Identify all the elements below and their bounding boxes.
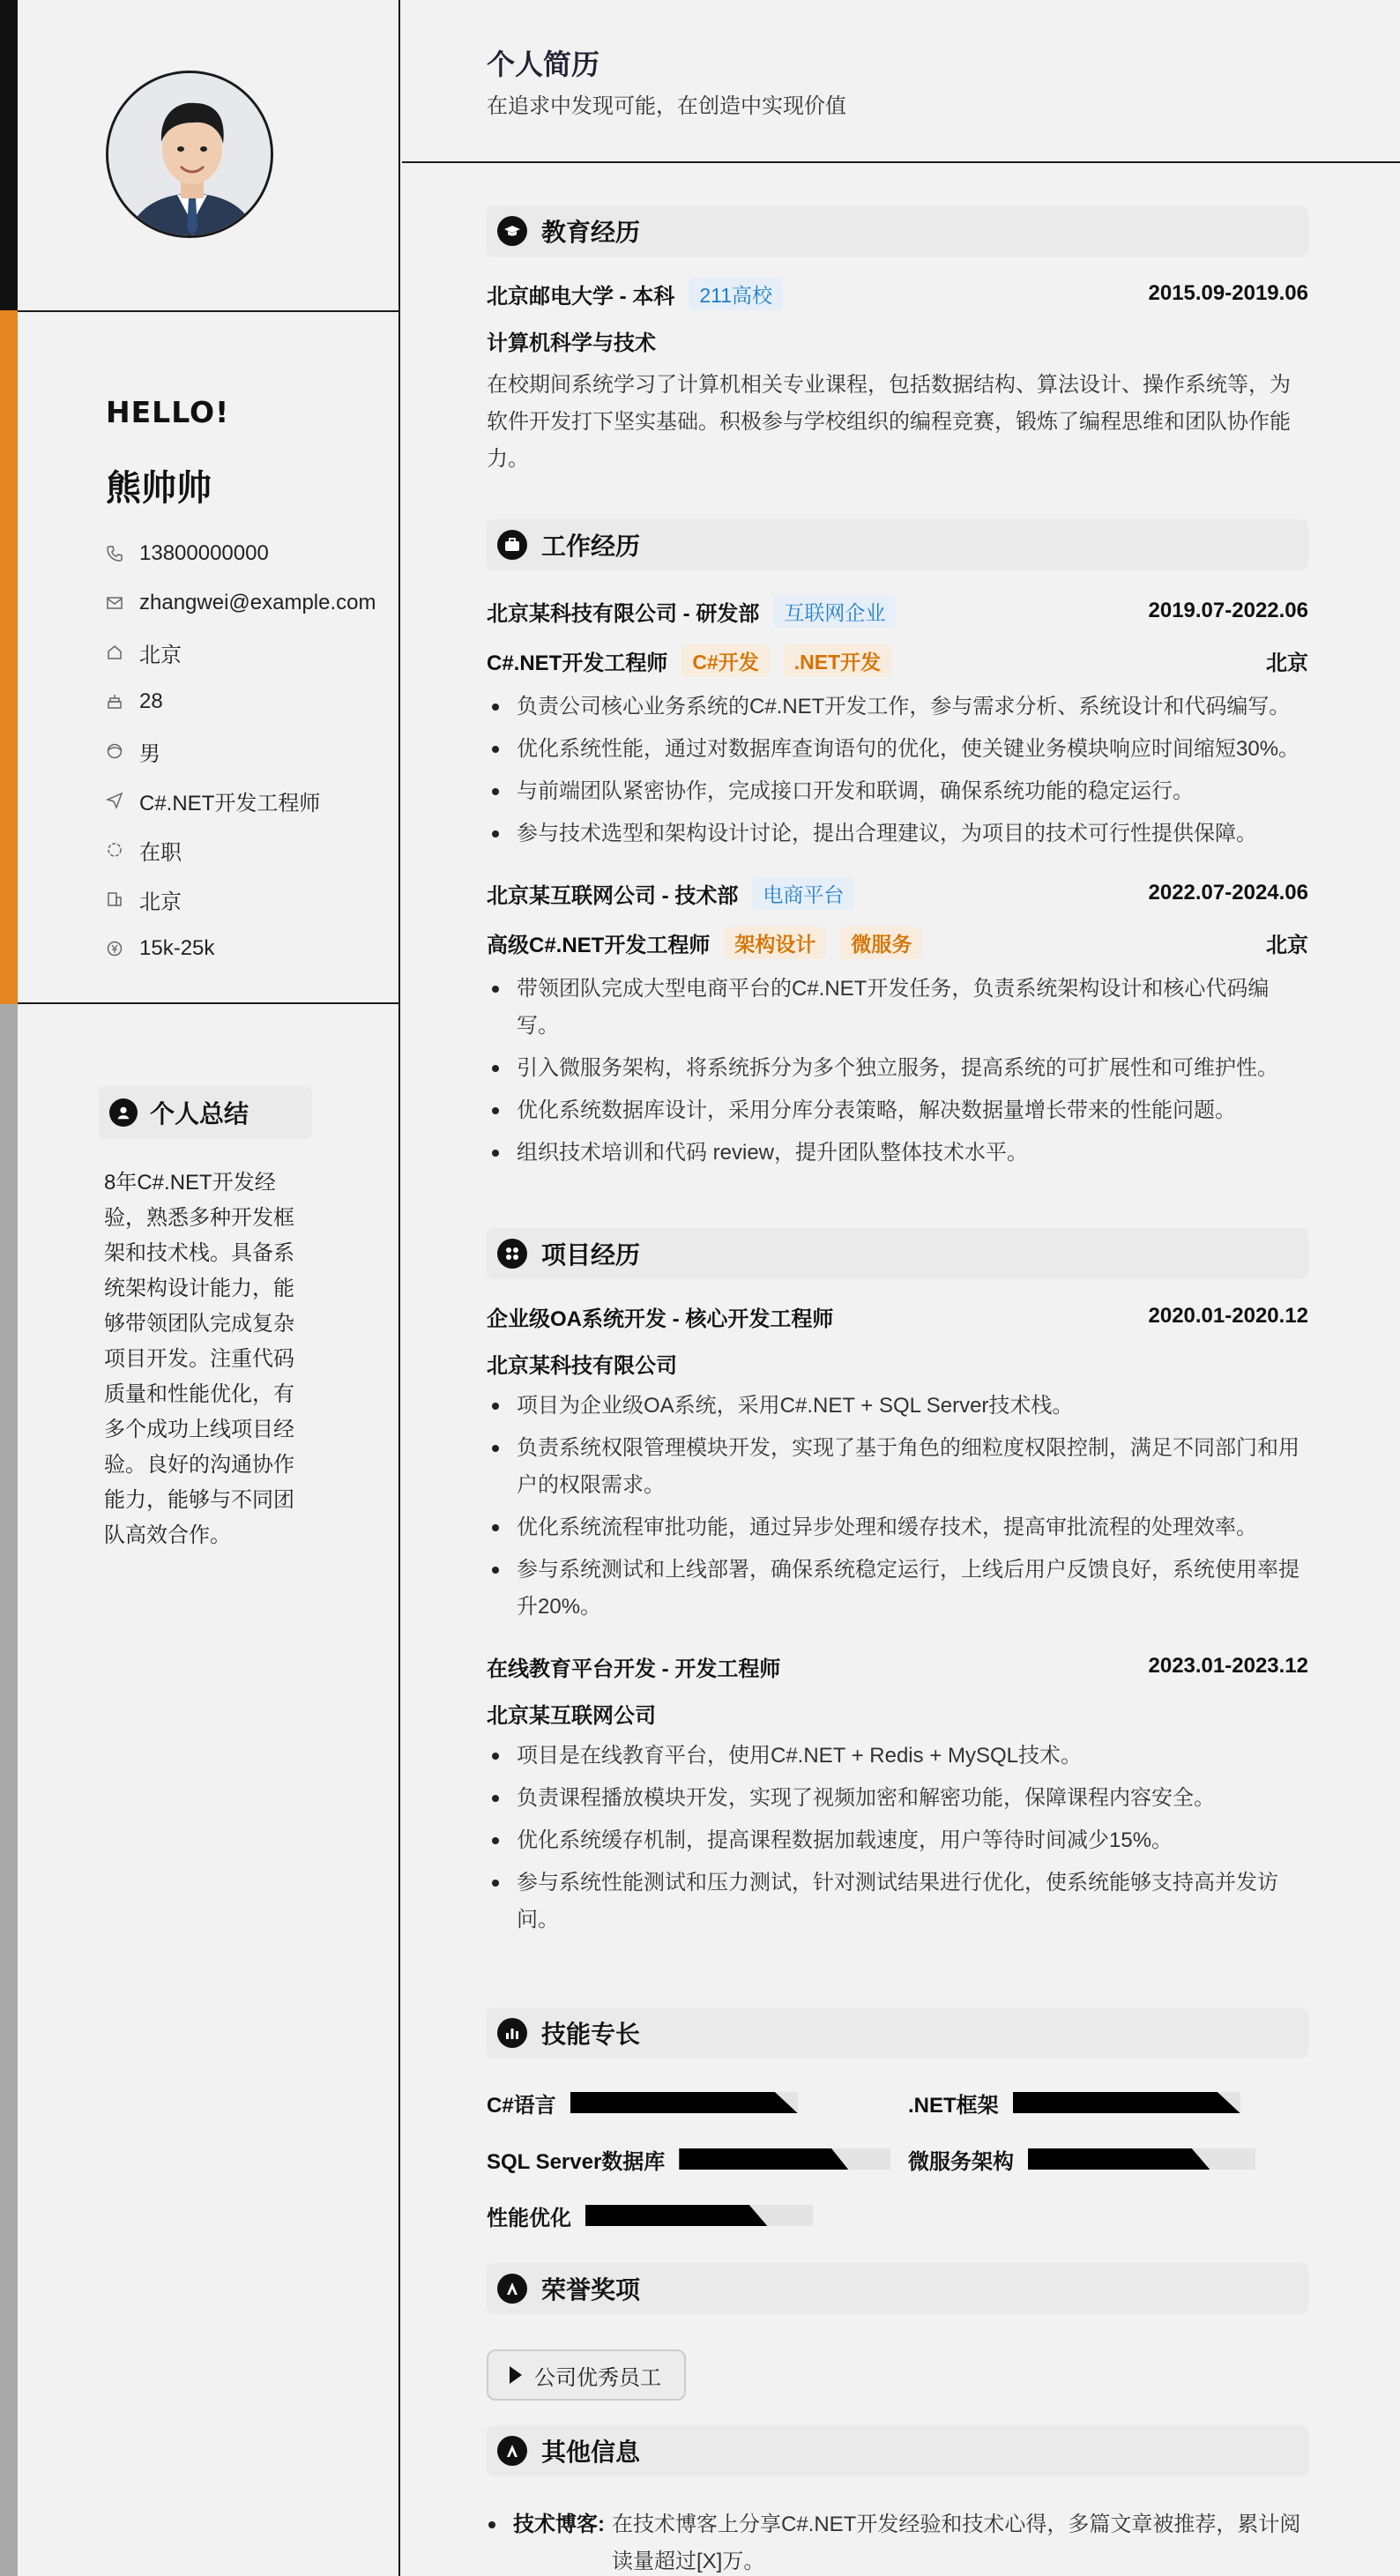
job-role: C#.NET开发工程师 — [487, 651, 668, 675]
job-bullets — [487, 971, 1308, 1172]
education-desc: 在校期间系统学习了计算机相关专业课程，包括数据结构、算法设计、操作系统等，为软件开发打下坚实基础。积极参与学校组织的编程竞赛，锻炼了编程思维和团队协作能力。 — [487, 373, 1291, 471]
project-date: 2020.01-2020.12 — [1148, 1304, 1308, 1328]
info-status — [106, 825, 376, 875]
info-gender — [106, 726, 376, 776]
job-header — [487, 875, 1308, 911]
home-icon — [106, 644, 123, 661]
info-salary — [106, 924, 376, 973]
project-company: 北京某科技有限公司 — [487, 1354, 677, 1378]
project-header — [487, 1299, 1308, 1334]
project-date: 2023.01-2023.12 — [1148, 1654, 1308, 1678]
award-text: 公司优秀员工 — [534, 2365, 661, 2390]
status-icon — [106, 841, 123, 859]
sidebar-strip-gray — [0, 1004, 18, 2576]
list-item: 参与技术选型和架构设计讨论，提出合理建议，为项目的技术可行性提供保障。 — [487, 815, 1308, 852]
project-bullets — [487, 1388, 1308, 1626]
info-text: zhangwei@example.com — [139, 591, 376, 614]
job-role: 高级C#.NET开发工程师 — [487, 933, 711, 957]
divider — [18, 310, 398, 312]
award-icon — [497, 2274, 527, 2304]
summary-header — [99, 1086, 312, 1139]
info-city — [106, 628, 376, 677]
skill-item — [487, 2141, 890, 2177]
skill-bar — [570, 2092, 798, 2113]
list-item: 负责课程播放模块开发，实现了视频加密和解密功能，保障课程内容安全。 — [487, 1780, 1308, 1817]
skill-bar — [1013, 2092, 1240, 2113]
list-item: 优化系统缓存机制，提高课程数据加载速度，用户等待时间减少15%。 — [487, 1822, 1308, 1859]
education-section — [487, 205, 1398, 478]
education-row — [487, 276, 1308, 311]
list-item: 负责公司核心业务系统的C#.NET开发工作，参与需求分析、系统设计和代码编写。 — [487, 689, 1308, 726]
skill-item — [487, 2085, 798, 2120]
user-icon — [109, 1098, 138, 1127]
skill-bar — [1028, 2148, 1255, 2170]
award-chip — [487, 2349, 686, 2401]
grid-icon — [497, 1239, 527, 1269]
section-title: 荣誉奖项 — [541, 2276, 641, 2304]
job-date: 2019.07-2022.06 — [1148, 599, 1308, 622]
section-header — [487, 205, 1308, 257]
section-header — [487, 2425, 1308, 2476]
project-bullets — [487, 1738, 1308, 1939]
info-email — [106, 578, 376, 628]
summary-title: 个人总结 — [150, 1100, 249, 1128]
project-name: 在线教育平台开发 - 开发工程师 — [487, 1657, 781, 1681]
job-city: 北京 — [1266, 933, 1308, 957]
list-item: 负责系统权限管理模块开发，实现了基于角色的细粒度权限控制，满足不同部门和用户的权限需求。 — [487, 1430, 1308, 1504]
job-role-row — [487, 925, 1308, 960]
info-text: 在职 — [139, 840, 182, 865]
skills-section — [487, 2007, 1398, 2237]
skill-bar-fill — [585, 2205, 767, 2226]
sidebar — [0, 0, 400, 2576]
section-title: 技能专长 — [541, 2021, 641, 2048]
skill-tag: .NET开发 — [784, 644, 891, 677]
project-name: 企业级OA系统开发 - 核心开发工程师 — [487, 1307, 834, 1331]
other-value: 在技术博客上分享C#.NET开发经验和技术心得，多篇文章被推荐，累计阅读量超过[X]万。 — [612, 2513, 1301, 2573]
skill-label: 微服务架构 — [908, 2149, 1014, 2174]
summary-text: 8年C#.NET开发经验，熟悉多种开发框架和技术栈。具备系统架构设计能力，能够带领团队完成复杂项目开发。注重代码质量和性能优化，有多个成功上线项目经验。良好的沟通协作能力，能够与不同团队高效合作。 — [104, 1171, 294, 1547]
building-icon — [106, 890, 123, 908]
skill-label: .NET框架 — [908, 2093, 999, 2118]
job-date: 2022.07-2024.06 — [1148, 881, 1308, 905]
graduation-cap-icon — [497, 216, 527, 246]
job-item — [487, 875, 1398, 1172]
job-header — [487, 593, 1308, 629]
section-title: 其他信息 — [541, 2438, 641, 2466]
skill-tag: 微服务 — [840, 927, 922, 959]
company-name: 北京某科技有限公司 - 研发部 — [487, 601, 760, 626]
briefcase-icon — [497, 530, 527, 560]
section-header — [487, 519, 1308, 570]
page-subtitle: 在追求中发现可能，在创造中实现价值 — [487, 94, 846, 118]
info-badge-icon — [497, 2436, 527, 2466]
mail-icon — [106, 594, 123, 612]
job-city: 北京 — [1266, 651, 1308, 675]
info-text: C#.NET开发工程师 — [139, 791, 321, 815]
contact-list — [106, 529, 376, 973]
skill-item — [908, 2141, 1255, 2177]
phone-icon — [106, 545, 123, 562]
section-title: 项目经历 — [541, 1241, 641, 1269]
skill-bar-fill — [1013, 2092, 1240, 2113]
send-icon — [106, 792, 123, 809]
avatar — [106, 71, 273, 238]
skill-bar — [679, 2148, 890, 2170]
company-name: 北京某互联网公司 - 技术部 — [487, 883, 739, 908]
salary-icon — [106, 940, 123, 957]
divider — [402, 161, 1400, 163]
info-text: 男 — [139, 741, 160, 766]
skill-bar — [585, 2205, 813, 2226]
page-title: 个人简历 — [487, 48, 600, 80]
list-item: 参与系统测试和上线部署，确保系统稳定运行，上线后用户反馈良好，系统使用率提升20%。 — [487, 1552, 1308, 1626]
other-key: 技术博客: — [513, 2513, 605, 2536]
education-date: 2015.09-2019.06 — [1148, 281, 1308, 305]
list-item: 优化系统流程审批功能，通过异步处理和缓存技术，提高审批流程的处理效率。 — [487, 1509, 1308, 1546]
major: 计算机科学与技术 — [487, 331, 656, 355]
hello-heading: HELLO! — [106, 395, 230, 429]
info-text: 北京 — [139, 890, 182, 914]
school-name: 北京邮电大学 - 本科 — [487, 284, 675, 309]
school-tag: 211高校 — [689, 278, 783, 310]
project-item — [487, 1299, 1398, 1626]
list-item: 与前端团队紧密协作，完成接口开发和联调，确保系统功能的稳定运行。 — [487, 773, 1308, 810]
list-item: 优化系统性能，通过对数据库查询语句的优化，使关键业务模块响应时间缩短30%。 — [487, 731, 1308, 768]
sidebar-strip-black — [0, 0, 18, 310]
gender-icon — [106, 742, 123, 760]
project-company: 北京某互联网公司 — [487, 1704, 656, 1728]
skill-label: C#语言 — [487, 2093, 556, 2118]
chart-icon — [497, 2018, 527, 2048]
skill-item — [908, 2085, 1240, 2120]
skill-bar-fill — [570, 2092, 798, 2113]
cake-icon — [106, 693, 123, 711]
profile-name: 熊帅帅 — [106, 469, 212, 508]
projects-section — [487, 1228, 1398, 1944]
list-item: 组织技术培训和代码 review，提升团队整体技术水平。 — [487, 1135, 1308, 1172]
list-item: 项目是在线教育平台，使用C#.NET + Redis + MySQL技术。 — [487, 1738, 1308, 1775]
info-text: 28 — [139, 689, 163, 713]
other-section — [487, 2425, 1398, 2576]
section-title: 工作经历 — [541, 532, 641, 560]
info-location — [106, 875, 376, 924]
info-text: 15k-25k — [139, 936, 215, 960]
project-item — [487, 1649, 1398, 1939]
section-title: 教育经历 — [541, 219, 641, 246]
skill-label: 性能优化 — [487, 2206, 571, 2230]
info-text: 北京 — [139, 643, 182, 667]
skill-tag: 架构设计 — [724, 927, 826, 959]
company-tag: 互联网企业 — [773, 595, 896, 628]
company-tag: 电商平台 — [752, 877, 854, 910]
skill-label: SQL Server数据库 — [487, 2149, 666, 2174]
skill-bar-fill — [1028, 2148, 1210, 2170]
section-header — [487, 2007, 1308, 2059]
divider — [18, 1002, 398, 1004]
job-bullets — [487, 689, 1308, 852]
section-header — [487, 2263, 1308, 2314]
skill-bar-fill — [679, 2148, 848, 2170]
list-item: 参与系统性能测试和压力测试，针对测试结果进行优化，使系统能够支持高并发访问。 — [487, 1865, 1308, 1939]
awards-section — [487, 2263, 1398, 2413]
info-text: 13800000000 — [139, 541, 269, 565]
skill-tag: C#开发 — [681, 644, 769, 677]
job-item — [487, 593, 1398, 852]
main-content — [402, 0, 1400, 2576]
play-icon — [510, 2366, 522, 2384]
list-item: 引入微服务架构，将系统拆分为多个独立服务，提高系统的可扩展性和可维护性。 — [487, 1050, 1308, 1087]
project-header — [487, 1649, 1308, 1684]
job-role-row — [487, 643, 1308, 678]
section-header — [487, 1228, 1308, 1279]
info-age — [106, 677, 376, 726]
list-item: 带领团队完成大型电商平台的C#.NET开发任务，负责系统架构设计和核心代码编写。 — [487, 971, 1308, 1045]
list-item: 优化系统数据库设计，采用分库分表策略，解决数据量增长带来的性能问题。 — [487, 1092, 1308, 1129]
sidebar-strip-orange — [0, 310, 18, 1004]
info-phone — [106, 529, 376, 578]
work-section — [487, 519, 1398, 1177]
skill-item — [487, 2198, 813, 2233]
list-item: 项目为企业级OA系统，采用C#.NET + SQL Server技术栈。 — [487, 1388, 1308, 1425]
other-item — [487, 2506, 1308, 2576]
info-position — [106, 776, 376, 825]
